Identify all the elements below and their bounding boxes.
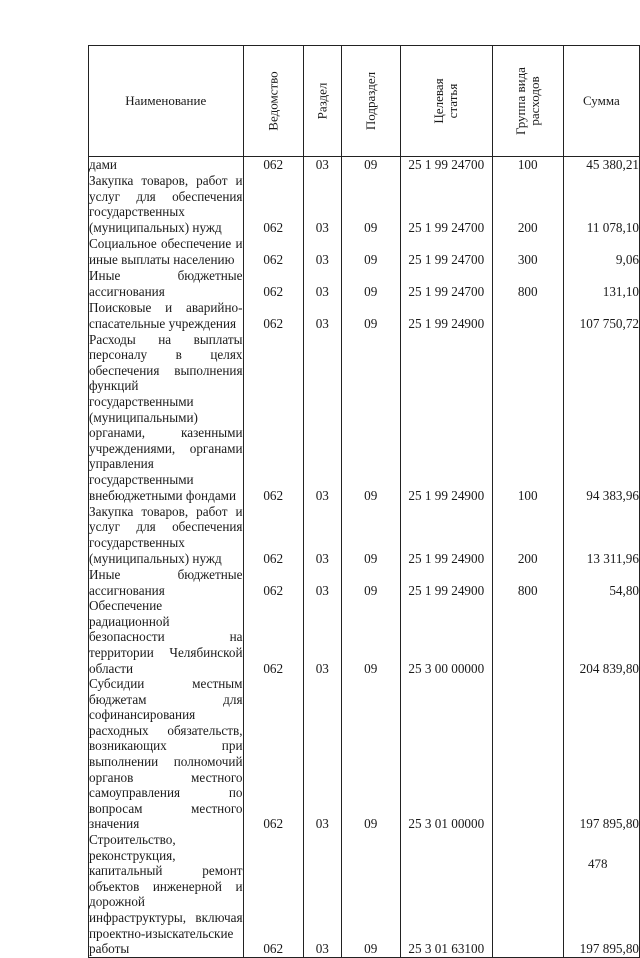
- row-expense-group-cell: 100: [492, 332, 563, 504]
- row-sum-cell: 13 311,96: [563, 503, 639, 566]
- row-razdel-cell: 03: [303, 268, 341, 300]
- table-row: [89, 503, 640, 566]
- row-expense-group-cell: 800: [492, 268, 563, 300]
- col-header-target-article: Целевая статья: [400, 46, 492, 157]
- row-expense-group-cell: 100: [492, 157, 563, 173]
- row-sum-cell: 197 895,80: [563, 832, 639, 957]
- row-sum-cell: 131,10: [563, 268, 639, 300]
- row-target-article-cell: 25 1 99 24900: [400, 300, 492, 332]
- row-name-cell: Расходы на выплаты персоналу в целях обеспечения выполнения функций государственными (муниципальными) органами, казенными учреждениями, органами управления государственными внебюджетными фондами: [89, 331, 243, 503]
- table-row: [89, 566, 640, 598]
- row-vedomstvo-cell: 062: [243, 503, 303, 566]
- row-podrazdel-cell: 09: [341, 268, 400, 300]
- row-target-article-cell: 25 3 01 63100: [400, 832, 492, 957]
- table-header-row: [89, 46, 640, 157]
- row-sum-cell: 107 750,72: [563, 300, 639, 332]
- row-expense-group-cell: 200: [492, 173, 563, 236]
- col-header-razdel: Раздел: [303, 46, 341, 157]
- col-header-name: Наименование: [89, 46, 244, 157]
- row-expense-group-cell: 800: [492, 566, 563, 598]
- row-expense-group-cell: [492, 676, 563, 832]
- table-row: [89, 173, 640, 236]
- table-row: [89, 676, 640, 832]
- row-target-article-cell: 25 1 99 24700: [400, 236, 492, 268]
- row-vedomstvo-cell: 062: [243, 300, 303, 332]
- row-target-article-cell: 25 1 99 24900: [400, 503, 492, 566]
- row-vedomstvo-cell: 062: [243, 157, 303, 173]
- row-vedomstvo-cell: 062: [243, 598, 303, 676]
- row-podrazdel-cell: 09: [341, 503, 400, 566]
- row-podrazdel-cell: 09: [341, 332, 400, 504]
- col-header-vedomstvo: Ведомство: [243, 46, 303, 157]
- row-podrazdel-cell: 09: [341, 832, 400, 957]
- row-razdel-cell: 03: [303, 173, 341, 236]
- row-sum-cell: 9,06: [563, 236, 639, 268]
- row-podrazdel-cell: 09: [341, 236, 400, 268]
- row-expense-group-cell: 300: [492, 236, 563, 268]
- row-target-article-cell: 25 3 01 00000: [400, 676, 492, 832]
- page-number: 478: [588, 856, 608, 871]
- row-podrazdel-cell: 09: [341, 173, 400, 236]
- row-target-article-cell: 25 1 99 24700: [400, 173, 492, 236]
- row-expense-group-cell: [492, 598, 563, 676]
- row-razdel-cell: 03: [303, 566, 341, 598]
- row-sum-cell: 45 380,21: [563, 157, 639, 173]
- row-razdel-cell: 03: [303, 332, 341, 504]
- col-header-sum: Сумма: [563, 46, 639, 157]
- row-target-article-cell: 25 3 00 00000: [400, 598, 492, 676]
- row-name-cell: Социальное обеспечение и иные выплаты населению: [89, 236, 243, 267]
- row-target-article-cell: 25 1 99 24900: [400, 332, 492, 504]
- row-vedomstvo-cell: 062: [243, 173, 303, 236]
- budget-table: [88, 45, 640, 958]
- row-expense-group-cell: [492, 300, 563, 332]
- row-razdel-cell: 03: [303, 832, 341, 957]
- col-header-podrazdel: Подраздел: [341, 46, 400, 157]
- table-row: [89, 236, 640, 268]
- table-row: [89, 598, 640, 676]
- row-name-cell: Поисковые и аварийно-спасательные учреждения: [89, 300, 243, 331]
- row-vedomstvo-cell: 062: [243, 236, 303, 268]
- row-target-article-cell: 25 1 99 24700: [400, 157, 492, 173]
- table-row: [89, 332, 640, 504]
- row-target-article-cell: 25 1 99 24900: [400, 566, 492, 598]
- row-name-cell: Обеспечение радиационной безопасности на территории Челябинской области: [89, 598, 243, 676]
- row-podrazdel-cell: 09: [341, 676, 400, 832]
- row-razdel-cell: 03: [303, 300, 341, 332]
- row-sum-cell: 204 839,80: [563, 598, 639, 676]
- row-podrazdel-cell: 09: [341, 598, 400, 676]
- row-name-cell: Закупка товаров, работ и услуг для обеспечения государственных (муниципальных) нужд: [89, 503, 243, 566]
- row-vedomstvo-cell: 062: [243, 566, 303, 598]
- row-sum-cell: 11 078,10: [563, 173, 639, 236]
- row-podrazdel-cell: 09: [341, 300, 400, 332]
- row-sum-cell: 197 895,80: [563, 676, 639, 832]
- row-sum-cell: 54,80: [563, 566, 639, 598]
- table-row: [89, 268, 640, 300]
- table-row: [89, 832, 640, 957]
- table-row: [89, 300, 640, 332]
- row-name-cell: Субсидии местным бюджетам для софинансирования расходных обязательств, возникающих при выполнении полномочий органов местного самоуправления по вопросам местного значения: [89, 676, 243, 832]
- row-expense-group-cell: [492, 832, 563, 957]
- row-name-cell: Закупка товаров, работ и услуг для обеспечения государственных (муниципальных) нужд: [89, 173, 243, 235]
- row-vedomstvo-cell: 062: [243, 268, 303, 300]
- row-vedomstvo-cell: 062: [243, 832, 303, 957]
- row-razdel-cell: 03: [303, 236, 341, 268]
- row-razdel-cell: 03: [303, 157, 341, 173]
- row-razdel-cell: 03: [303, 503, 341, 566]
- row-sum-cell: 94 383,96: [563, 332, 639, 504]
- col-header-expense-group: Группа вида расходов: [492, 46, 563, 157]
- table-row: [89, 157, 640, 173]
- row-razdel-cell: 03: [303, 598, 341, 676]
- row-vedomstvo-cell: 062: [243, 332, 303, 504]
- row-podrazdel-cell: 09: [341, 157, 400, 173]
- row-name-cell: дами: [89, 157, 244, 173]
- row-expense-group-cell: 200: [492, 503, 563, 566]
- row-razdel-cell: 03: [303, 676, 341, 832]
- row-name-cell: Строительство, реконструкция, капитальный ремонт объектов инженерной и дорожной инфраструктуры, включая проектно-изыскательские работы: [89, 832, 243, 957]
- row-target-article-cell: 25 1 99 24700: [400, 268, 492, 300]
- row-name-cell: Иные бюджетные ассигнования: [89, 268, 243, 299]
- row-vedomstvo-cell: 062: [243, 676, 303, 832]
- row-podrazdel-cell: 09: [341, 566, 400, 598]
- row-name-cell: Иные бюджетные ассигнования: [89, 566, 243, 598]
